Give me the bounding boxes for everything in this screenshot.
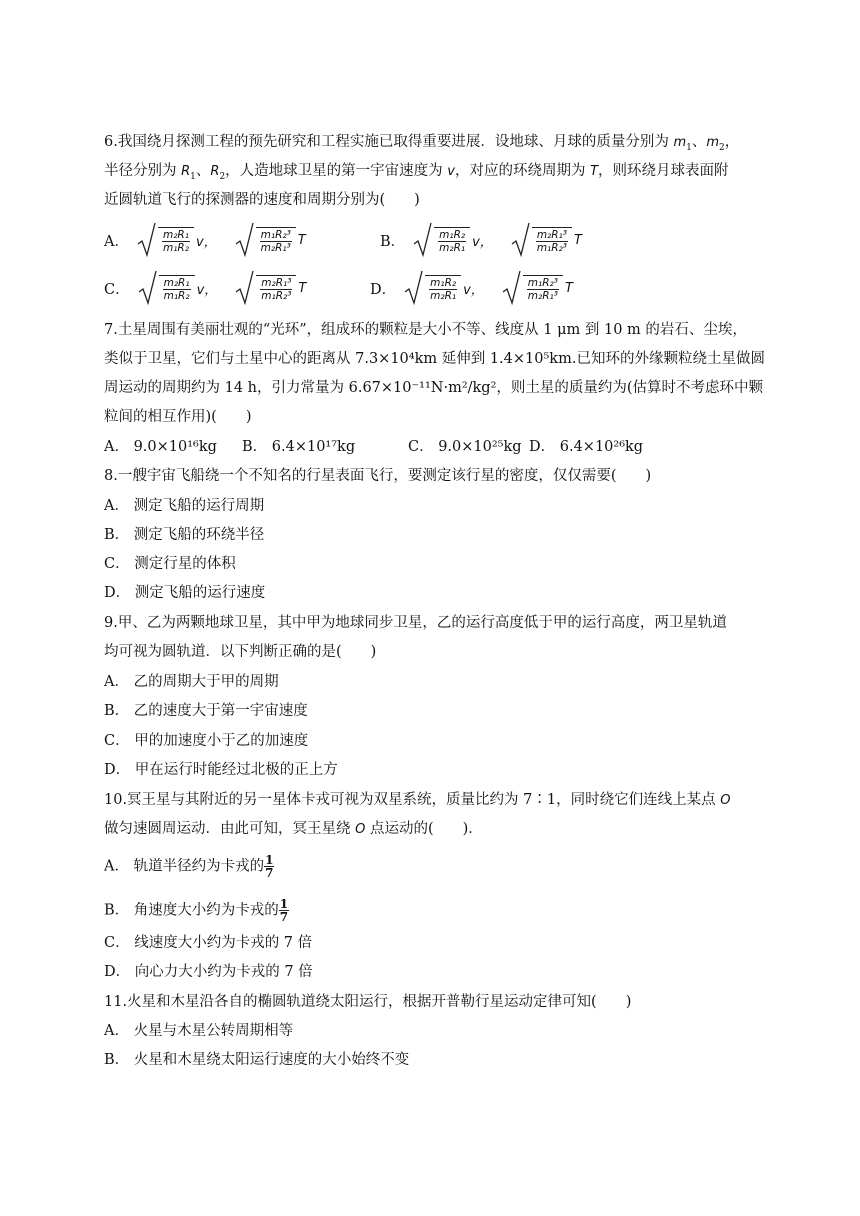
q7-line-3: 周运动的周期约为 14 h，引力常量为 6.67×10⁻¹¹N·m²/kg²，则土星的质量约为(估算时不考虑环中颗 — [104, 380, 764, 396]
q10-option-b: B． 角速度大小约为卡戎的 $\frac{1}{7}$ — [104, 897, 289, 924]
option-label: C． — [104, 281, 130, 298]
q10-line-2: 做匀速圆周运动．由此可知，冥王星绕 O 点运动的( )． — [104, 821, 483, 837]
q8-option-b: B． 测定飞船的环绕半径 — [104, 527, 265, 543]
fraction: $\frac{\text{m₁R₂³}}{\text{m₂R₁³}}$ — [256, 227, 296, 254]
sqrt-symbol — [235, 222, 255, 258]
fraction-one-seventh: $\frac{1}{7}$ — [265, 853, 274, 880]
fraction: $\frac{\text{m₂R₁}}{\text{m₁R₂}}$ — [158, 227, 194, 254]
option-label: B． — [380, 233, 406, 250]
q10-option-d: D． 向心力大小约为卡戎的 7 倍 — [104, 964, 313, 980]
q8-stem: 8.一艘宇宙飞船绕一个不知名的行星表面飞行，要测定该行星的密度，仅仅需要( ) — [104, 468, 652, 484]
q9-option-c: C． 甲的加速度小于乙的加速度 — [104, 733, 309, 749]
q7-option-d: D． 6.4×10²⁶kg — [529, 439, 644, 455]
fraction: $\frac{\text{m₁R₂}}{\text{m₂R₁}}$ — [434, 227, 470, 254]
q6-option-a: A． $\frac{\text{m₂R₁}}{\text{m₁R₂}}$ v， $\frac{\text{m₁R₂³}}{\text{m₂R₁³}}$ T — [104, 222, 324, 258]
sqrt-symbol — [404, 270, 424, 306]
q10-option-c: C． 线速度大小约为卡戎的 7 倍 — [104, 935, 313, 951]
q6-line-1: 6.我国绕月探测工程的预先研究和工程实施已取得重要进展．设地球、月球的质量分别为 $m_1$、$m_2$， — [104, 134, 740, 153]
q10-option-a: A． 轨道半径约为卡戎的 $\frac{1}{7}$ — [104, 853, 274, 880]
fraction: $\frac{\text{m₂R₁³}}{\text{m₁R₂³}}$ — [256, 275, 296, 302]
q6-line-3: 近圆轨道飞行的探测器的速度和周期分别为( ) — [104, 192, 420, 208]
q9-line-2: 均可视为圆轨道．以下判断正确的是( ) — [104, 644, 377, 660]
fraction-one-seventh: $\frac{1}{7}$ — [279, 897, 289, 924]
q7-option-a: A． 9.0×10¹⁶kg — [104, 439, 217, 455]
q6-option-c: C． $\frac{\text{m₂R₁}}{\text{m₁R₂}}$ v， $\frac{\text{m₂R₁³}}{\text{m₁R₂³}}$ T — [104, 270, 324, 306]
sqrt-symbol — [413, 222, 433, 258]
q6-line-2: 半径分别为 $R_1$、$R_2$，人造地球卫星的第一宇宙速度为 v，对应的环绕周期为 T，则环绕月球表面附 — [104, 163, 729, 182]
q9-option-d: D． 甲在运行时能经过北极的正上方 — [104, 762, 338, 778]
q9-option-b: B． 乙的速度大于第一宇宙速度 — [104, 703, 308, 719]
q7-option-c: C． 9.0×10²⁵kg — [408, 439, 522, 455]
q6-option-b: B． $\frac{\text{m₁R₂}}{\text{m₂R₁}}$ v， $\frac{\text{m₂R₁³}}{\text{m₁R₂³}}$ T — [380, 222, 600, 258]
q9-line-1: 9.甲、乙为两颗地球卫星，其中甲为地球同步卫星，乙的运行高度低于甲的运行高度，两卫星轨道 — [104, 615, 727, 631]
fraction: $\frac{\text{m₂R₁}}{\text{m₁R₂}}$ — [159, 275, 195, 302]
fraction: $\frac{\text{m₁R₂³}}{\text{m₂R₁³}}$ — [523, 275, 563, 302]
sqrt-symbol — [235, 270, 255, 306]
option-label: A． — [104, 233, 129, 250]
q11-option-b: B． 火星和木星绕太阳运行速度的大小始终不变 — [104, 1052, 410, 1068]
q10-line-1: 10.冥王星与其附近的另一星体卡戎可视为双星系统，质量比约为 7∶1，同时绕它们连线上某点 O — [104, 792, 731, 808]
sqrt-symbol — [511, 222, 531, 258]
q8-option-a: A． 测定飞船的运行周期 — [104, 498, 265, 514]
sqrt-symbol — [137, 222, 157, 258]
q7-line-1: 7.土星周围有美丽壮观的“光环”，组成环的颗粒是大小不等、线度从 1 μm 到 10 m 的岩石、尘埃， — [104, 322, 747, 338]
q9-option-a: A． 乙的周期大于甲的周期 — [104, 674, 279, 690]
option-label: D． — [370, 281, 397, 298]
q8-option-d: D． 测定飞船的运行速度 — [104, 585, 266, 601]
q7-line-4: 粒间的相互作用)( ) — [104, 409, 252, 425]
q8-option-c: C． 测定行星的体积 — [104, 556, 236, 572]
sqrt-symbol — [502, 270, 522, 306]
q11-option-a: A． 火星与木星公转周期相等 — [104, 1023, 294, 1039]
fraction: $\frac{\text{m₁R₂}}{\text{m₂R₁}}$ — [425, 275, 461, 302]
q7-option-b: B． 6.4×10¹⁷kg — [242, 439, 356, 455]
q7-line-2: 类似于卫星，它们与土星中心的距离从 7.3×10⁴km 延伸到 1.4×10⁵km.已知环的外缘颗粒绕土星做圆 — [104, 351, 765, 367]
q6-option-d: D． $\frac{\text{m₁R₂}}{\text{m₂R₁}}$ v， $\frac{\text{m₁R₂³}}{\text{m₂R₁³}}$ T — [370, 270, 591, 306]
sqrt-symbol — [138, 270, 158, 306]
fraction: $\frac{\text{m₂R₁³}}{\text{m₁R₂³}}$ — [532, 227, 572, 254]
q11-stem: 11.火星和木星沿各自的椭圆轨道绕太阳运行，根据开普勒行星运动定律可知( ) — [104, 994, 632, 1010]
